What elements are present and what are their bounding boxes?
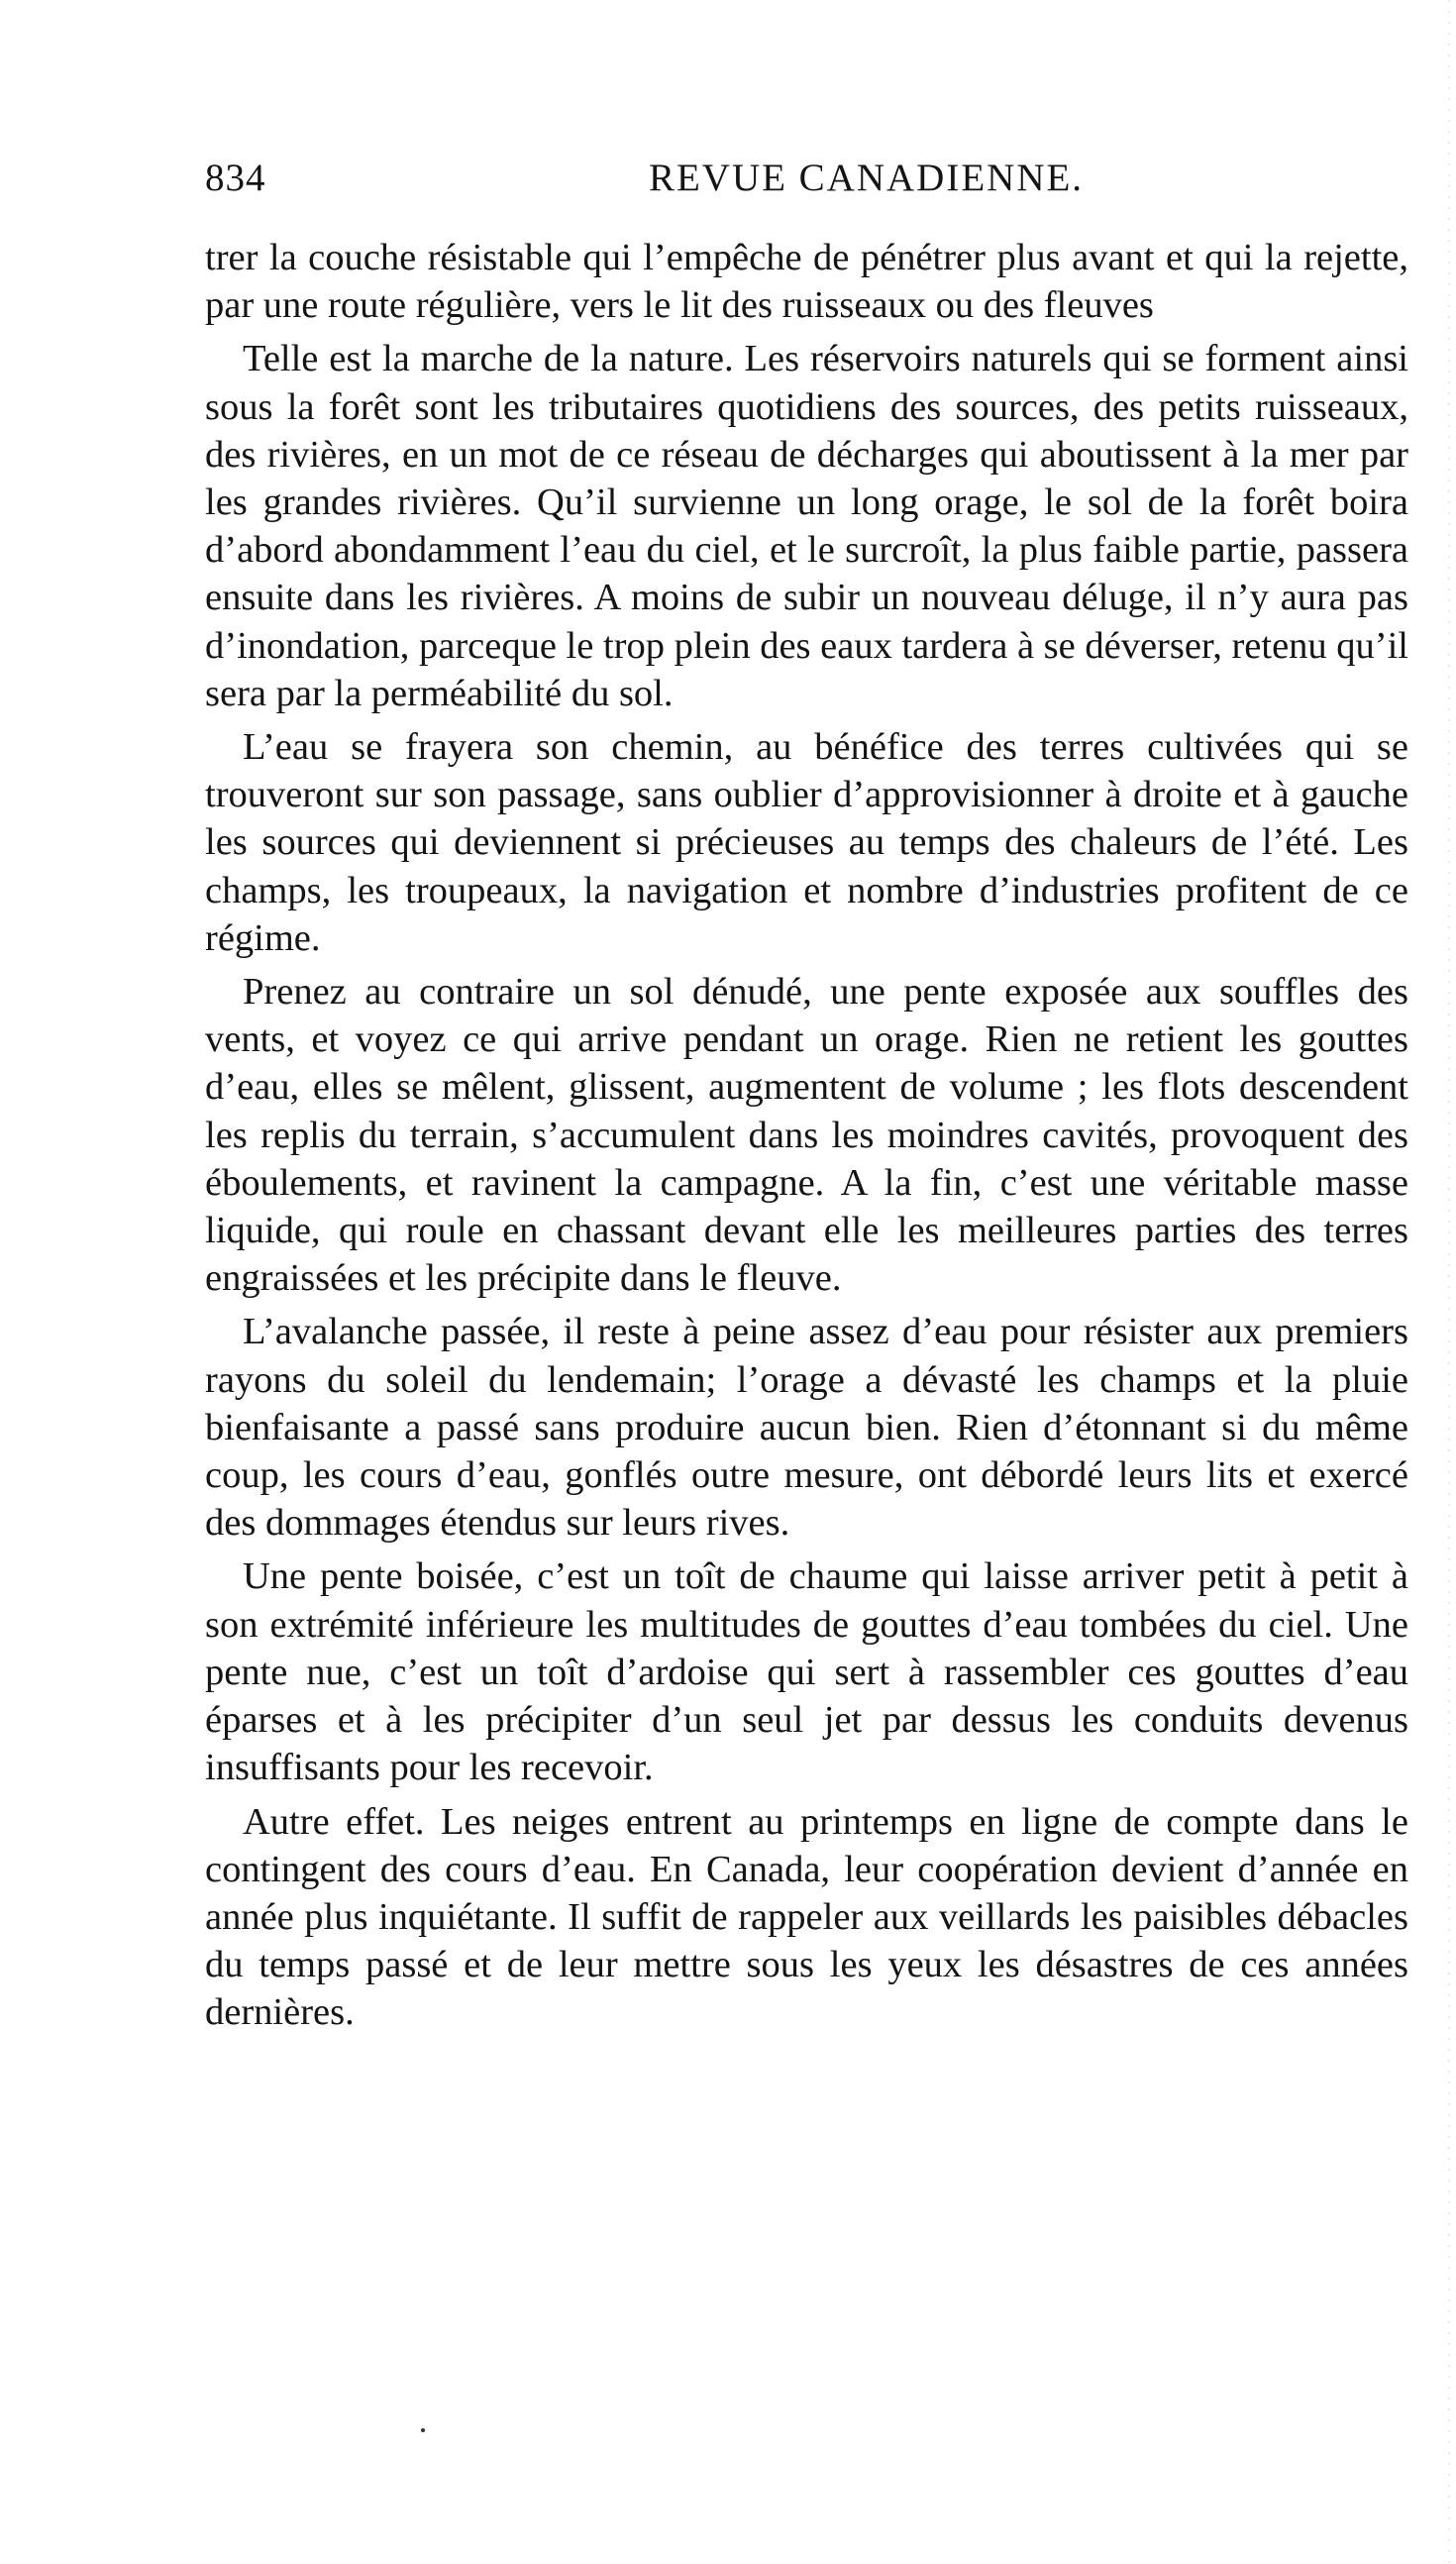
body-text	[205, 234, 1408, 2043]
running-head	[205, 151, 1408, 206]
paragraph-water-path: L’eau se frayera son chemin, au bénéfice des terres cultivées qui se trouveront sur son passage, sans oublier d’approvisionner à droite et à gauche les sources qui deviennent si précieuses au temps des chaleurs de l’été. Les champs, les troupeaux, la navigation et nombre d’industries profitent de ce régime.	[205, 726, 1408, 959]
scan-speck	[421, 2428, 425, 2432]
paragraph-bare-soil: Prenez au contraire un sol dénudé, une pente exposée aux souffles des vents, et voyez ce qui arrive pendant un orage. Rien ne retient les gouttes d’eau, elles se mêlent, glissent, augmentent de volume ; les flots descendent les replis du terrain, s’accumulent dans les moindres cavités, provoquent des éboulements, et ravinent la campagne. A la fin, c’est une véritable masse liquide, qui roule en chassant devant elle les meilleures parties des terres engraissées et les précipite dans le fleuve.	[205, 971, 1408, 1300]
scan-edge-artifact	[1448, 0, 1450, 2564]
paragraph-snow-effect: Autre effet. Les neiges entrent au printemps en ligne de compte dans le contingent des cours d’eau. En Canada, leur coopération devient d’année en année plus inquiétante. Il suffit de rappeler aux veillards les paisibles débacles du temps passé et de leur mettre sous les yeux les désastres de ces années dernières.	[205, 1800, 1408, 2034]
page-number: 834	[205, 157, 266, 199]
paragraph-continuation: trer la couche résistable qui l’empêche de pénétrer plus avant et qui la rejette, par une route régulière, vers le lit des ruisseaux ou des fleuves	[205, 237, 1408, 327]
paragraph-nature-reservoirs: Telle est la marche de la nature. Les réservoirs naturels qui se forment ainsi sous la forêt sont les tributaires quotidiens des sources, des petits ruisseaux, des rivières, en un mot de ce réseau de décharges qui aboutissent à la mer par les grandes rivières. Qu’il survienne un long orage, le sol de la forêt boira d’abord abondamment l’eau du ciel, et le surcroît, la plus faible partie, passera ensuite dans les rivières. A moins de subir un nouveau déluge, il n’y aura pas d’inondation, parceque le trop plein des eaux tardera à se déverser, retenu qu’il sera par la perméabilité du sol.	[205, 338, 1408, 714]
paragraph-avalanche: L’avalanche passée, il reste à peine assez d’eau pour résister aux premiers rayons du soleil du lendemain; l’orage a dévasté les champs et la pluie bienfaisante a passé sans produire aucun bien. Rien d’étonnant si du même coup, les cours d’eau, gonflés outre mesure, ont débordé leurs lits et exercé des dommages étendus sur leurs rives.	[205, 1311, 1408, 1545]
paragraph-roof-analogy: Une pente boisée, c’est un toît de chaume qui laisse arriver petit à petit à son extrémité inférieure les multitudes de gouttes d’eau tombées du ciel. Une pente nue, c’est un toît d’ardoise qui sert à rassembler ces gouttes d’eau éparses et à les précipiter d’un seul jet par dessus les conduits devenus insuffisants pour les recevoir.	[205, 1555, 1408, 1789]
journal-title: REVUE CANADIENNE.	[648, 157, 1085, 199]
